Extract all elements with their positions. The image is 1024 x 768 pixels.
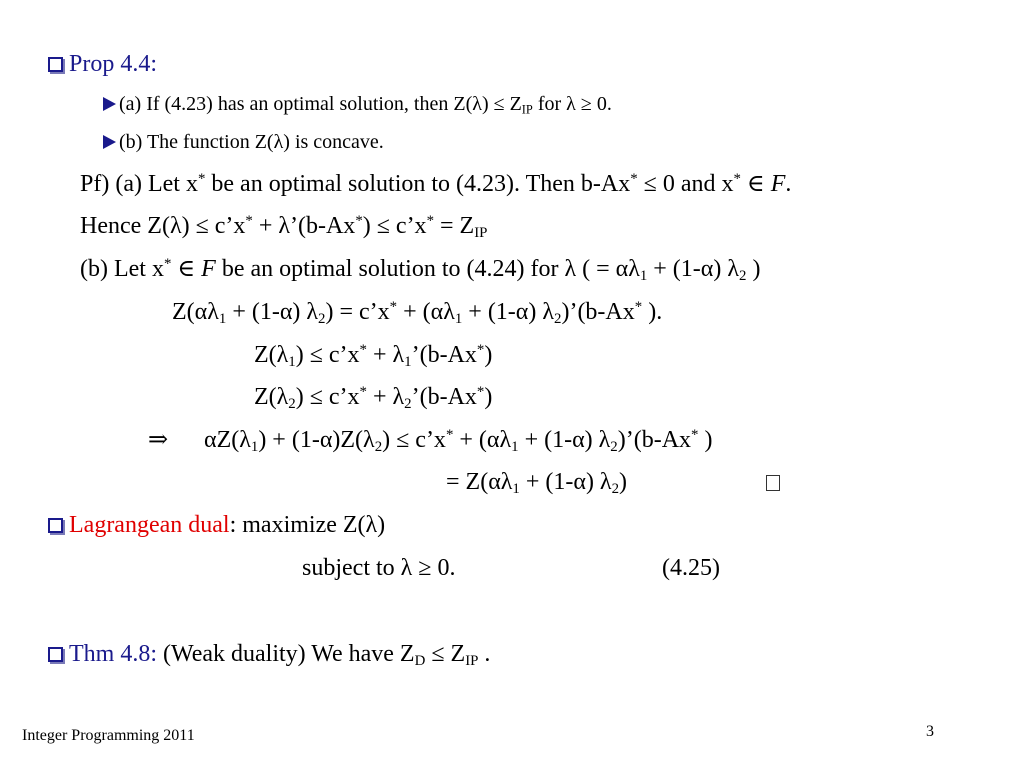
arrow-bullet-icon (103, 135, 116, 149)
qed-box-icon (766, 472, 780, 496)
equation-number: (4.25) (662, 555, 720, 581)
implies-symbol: ⇒ (148, 427, 169, 453)
thm-heading: Thm 4.8: (Weak duality) We have $Z_D \le Z_{IP}$ . (48, 642, 490, 666)
proof-line-4: $Z(\alpha\lambda_1 + (1-\alpha) \lambda_2)$ = c’x* + ($\alpha\lambda_1 + (1-\alpha)$ $\lambda_2)’(b-Ax^*$ ). (172, 298, 663, 328)
dual-constraint: subject to λ ≥ 0. (302, 555, 456, 581)
square-bullet-icon (48, 647, 63, 662)
proof-line-3: (b) Let x* ∈ F be an optimal solution to (4.24) for λ ( = $\alpha\lambda_1 + (1-\alpha)$ $\lambda_2$ ) (80, 255, 761, 285)
proof-line-6: $Z(\lambda_2)$ ≤ c’x* + $\lambda_2’(b-Ax^*)$ (254, 383, 493, 413)
square-bullet-icon (48, 57, 63, 72)
proof-line-2: Hence Z(λ) ≤ c’x* + λ’(b-Ax*) ≤ c’x* = $Z_{IP}$ (80, 212, 488, 242)
page-number: 3 (926, 723, 934, 740)
prop-heading (48, 52, 157, 76)
dual-heading (48, 513, 385, 537)
dual-title: Lagrangean dual (69, 512, 230, 538)
prop-title: Prop 4.4: (69, 51, 158, 77)
arrow-bullet-icon (103, 97, 116, 111)
square-bullet-icon (48, 518, 63, 533)
bullet-a: (a) If (4.23) has an optimal solution, then $Z(\lambda) \le Z_{IP}$ for λ ≥ 0. (103, 94, 612, 114)
dual-objective: : maximize Z(λ) (229, 512, 386, 538)
thm-title: Thm 4.8: (69, 641, 157, 667)
footer-course: Integer Programming 2011 (22, 727, 195, 744)
proof-line-8: = $Z(\alpha\lambda_1 + (1-\alpha)$ $\lambda_2$) (446, 469, 628, 498)
proof-line-1: Pf) (a) Let x* be an optimal solution to (4.23). Then b-Ax* ≤ 0 and x* ∈ F. (80, 170, 792, 197)
bullet-b: (b) The function Z(λ) is concave. (103, 132, 384, 152)
proof-line-7: ⇒ $\alpha Z(\lambda_1) + (1-\alpha)Z(\lambda_2)$ ≤ c’x* + ($\alpha\lambda_1 + (1-\alpha)$ $\lambda_2)’(b-Ax^*$ ) (148, 426, 713, 456)
proof-line-5: $Z(\lambda_1)$ ≤ c’x* + $\lambda_1’(b-Ax^*)$ (254, 341, 493, 371)
